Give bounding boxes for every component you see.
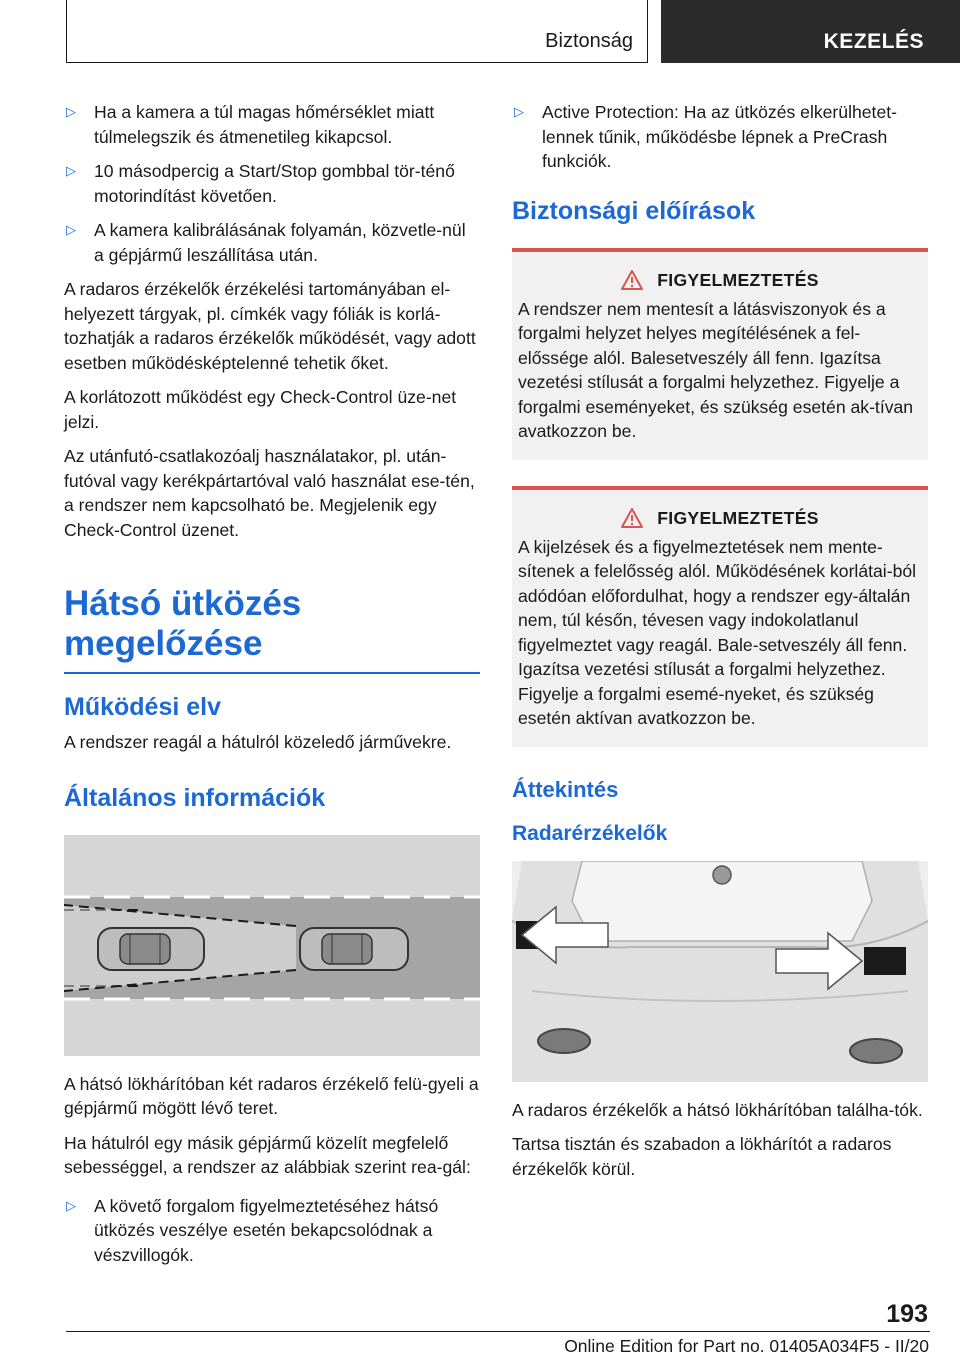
warning-triangle-icon: [621, 508, 643, 528]
section-title-safety: Biztonsági előírások: [512, 196, 756, 225]
header-chapter-box: [661, 0, 960, 63]
car-rear-icon: [300, 928, 408, 970]
left-column: [64, 100, 480, 1277]
right-column: [512, 100, 928, 1191]
footer-divider: [66, 1331, 930, 1332]
list-item: ▷ 10 másodpercig a Start/Stop gombbal tör-ténő motorindítást követően.: [64, 159, 480, 208]
warning-triangle-icon: [621, 270, 643, 290]
triangle-right-icon: ▷: [66, 163, 76, 178]
triangle-right-icon: ▷: [514, 104, 524, 119]
car-front-icon: [98, 928, 204, 970]
warning-text: A rendszer nem mentesít a látásviszonyok és a forgalmi helyzet helyes megítélésének a fel-előssége alól. Balesetveszély áll fenn. Igazítsa vezetési stílusát a forgalmi helyzethez. Figyelje a forgalmi eseményeket, és szükség esetén ak-tívan avatkozzon be.: [518, 298, 914, 441]
list-item: ▷ A követő forgalom figyelmeztetéséhez hátsó ütközés veszélye esetén bekapcsolódnak a vészvillogók.: [64, 1194, 480, 1268]
figure-caption: A radaros érzékelők a hátsó lökhárítóban találha-tók.: [512, 1099, 923, 1120]
rear-bumper-illustration: [512, 861, 928, 1082]
section-title-radar: Radarérzékelők: [512, 821, 668, 845]
triangle-right-icon: ▷: [66, 104, 76, 119]
figure-caption: A hátsó lökhárítóban két radaros érzékelő felü-gyeli a gépjármű mögött lévő teret.: [64, 1073, 479, 1118]
warning-label: FIGYELMEZTETÉS: [657, 507, 819, 528]
header-section-title: Biztonság: [545, 30, 633, 52]
triangle-right-icon: ▷: [66, 1197, 76, 1213]
paragraph: A rendszer reagál a hátulról közeledő járművekre.: [64, 732, 452, 752]
triangle-right-icon: ▷: [66, 222, 76, 237]
warning-text: A kijelzések és a figyelmeztetések nem mente-sítenek a felelősség alól. Működésének korlátai-ból adódóan előfordulhat, hogy a rendszer egy-általán nem, túl későn, tévesen vagy indokolatlanul figyelmeztet vagy reagál. Bale-setveszély áll fenn. Igazítsa vezetési stílusát a forgalmi helyzethez. Figyelje a forgalmi esemé-nyeket, és szükség esetén aktívan avatkozzon be.: [518, 536, 917, 728]
edition-info: Online Edition for Part no. 01405A034F5 - II/20: [564, 1336, 929, 1356]
section-title-general: Általános információk: [64, 783, 326, 812]
paragraph: A radaros érzékelők érzékelési tartományában el-helyezett tárgyak, pl. címkék vagy fóliák is korlá-tozhatják a radaros érzékelők működését, vagy adott esetben működésképtelenné tehetik őket.: [64, 279, 476, 373]
paragraph: Tartsa tisztán és szabadon a lökhárítót a radaros érzékelők körül.: [512, 1134, 892, 1179]
header-section-box: [66, 0, 648, 63]
warning-box: [512, 486, 928, 747]
section-title-overview: Áttekintés: [512, 776, 619, 802]
list-item: ▷ Active Protection: Ha az ütközés elkerülhetet-lennek tűnik, működésbe lépnek a PreCrash funkciók.: [512, 100, 928, 174]
list-item: ▷ Ha a kamera a túl magas hőmérséklet miatt túlmelegszik és átmenetileg kikapcsol.: [64, 100, 480, 149]
header-chapter-title: KEZELÉS: [823, 30, 924, 53]
chapter-title: Hátsó ütközés megelőzése: [64, 584, 480, 674]
list-item: ▷ A kamera kalibrálásának folyamán, közvetle-nül a gépjármű leszállítása után.: [64, 218, 480, 267]
page-number: 193: [886, 1300, 928, 1328]
section-title-principle: Működési elv: [64, 693, 221, 721]
warning-box: [512, 248, 928, 460]
paragraph: Az utánfutó-csatlakozóalj használatakor, pl. után-futóval vagy kerékpártartóval való használat ese-tén, a rendszer nem kapcsolható be. Megjelenik egy Check-Control üzenet.: [64, 446, 475, 540]
rear-traffic-illustration: [64, 835, 480, 1056]
paragraph: Ha hátulról egy másik gépjármű közelít megfelelő sebességgel, a rendszer az alábbiak szerint rea-gál:: [64, 1132, 471, 1177]
paragraph: A korlátozott működést egy Check-Control üze-net jelzi.: [64, 387, 457, 432]
warning-label: FIGYELMEZTETÉS: [657, 269, 819, 290]
